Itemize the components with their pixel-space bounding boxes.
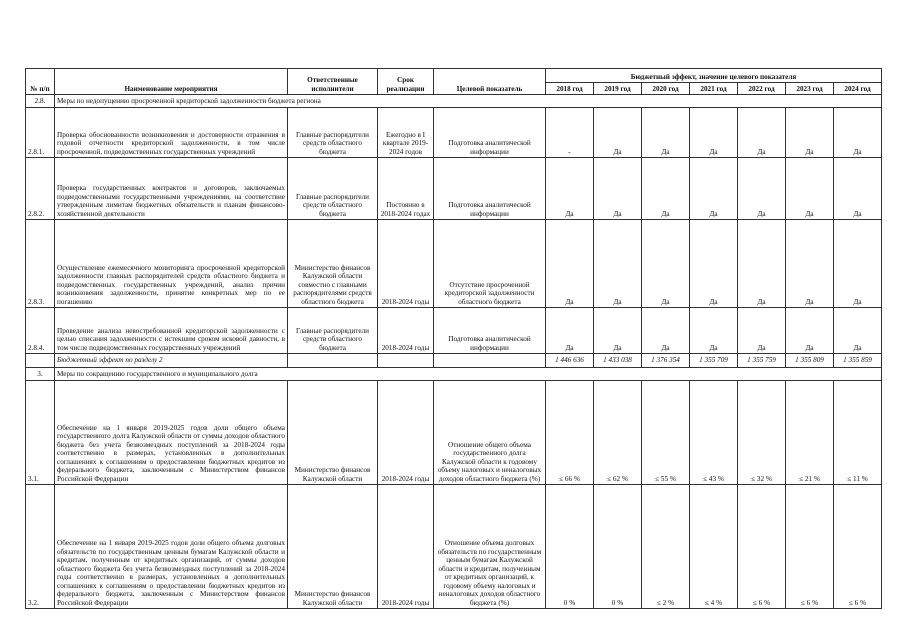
year-value: Да [690, 220, 738, 308]
measure-name: Осуществление ежемесячного мониторинга просроченной кредиторской задолженности главных распорядителей средств областного бюджета и подведомственных государственных учреждений, анализ причин возникновения задолженности, принятие конкретных мер по ее погашению [55, 220, 288, 308]
subtotal-value: 1 355 709 [690, 354, 738, 368]
year-value: ≤ 43 % [690, 381, 738, 485]
section-title: Меры по сокращению государственного и муниципального долга [55, 368, 882, 381]
responsible-executor: Главные распорядители средств областного бюджета [288, 108, 378, 158]
header-no: № п/п [26, 69, 55, 95]
year-value: 0 % [594, 485, 642, 609]
header-year: 2024 год [834, 83, 882, 95]
subtotal-value: 1 355 809 [786, 354, 834, 368]
measure-name: Проверка государственных контрактов и договоров, заключаемых подведомственными государственными учреждениями, на соответствие утвержденным лимитам бюджетных обязательств и планам финансово-хозяйственной деятельности [55, 158, 288, 220]
implementation-term: Ежегодно в I квартале 2019-2024 годов [378, 108, 434, 158]
year-value: ≤ 66 % [546, 381, 594, 485]
target-indicator: Отношение объема долговых обязательств по государственным ценным бумагам Калужской области и кредитам, полученным от кредитных организаций, к годовому объему налоговых и неналоговых доходов областного бюджета (%) [434, 485, 546, 609]
year-value: Да [594, 158, 642, 220]
year-value: Да [594, 308, 642, 354]
implementation-term: 2018-2024 годы [378, 485, 434, 609]
row-number: 2.8.4. [26, 308, 55, 354]
subtotal-label: Бюджетный эффект по разделу 2 [55, 354, 288, 368]
header-row-top [26, 69, 882, 83]
year-value: Да [642, 108, 690, 158]
implementation-term: 2018-2024 годы [378, 220, 434, 308]
responsible-executor: Главные распорядители средств областного бюджета [288, 308, 378, 354]
year-value: Да [738, 158, 786, 220]
responsible-executor: Министерство финансов Калужской области [288, 381, 378, 485]
header-year: 2022 год [738, 83, 786, 95]
header-term: Срок реализации [378, 69, 434, 95]
year-value: ≤ 32 % [738, 381, 786, 485]
section-number: 3. [26, 368, 55, 381]
year-value: ≤ 4 % [690, 485, 738, 609]
measure-name: Проведение анализа невостребованной кредиторской задолженности с целью списания задолженности с истекшим сроком исковой давности, в том числе подведомственных государственных учреждений [55, 308, 288, 354]
implementation-term: Постоянно в 2018-2024 годах [378, 158, 434, 220]
year-value: Да [834, 308, 882, 354]
year-value: ≤ 6 % [786, 485, 834, 609]
row-number: 2.8.1. [26, 108, 55, 158]
year-value: Да [642, 220, 690, 308]
year-value: Да [690, 158, 738, 220]
table-row [26, 485, 882, 609]
year-value: Да [738, 308, 786, 354]
year-value: Да [738, 220, 786, 308]
header-year: 2018 год [546, 83, 594, 95]
year-value: Да [642, 158, 690, 220]
table-row [26, 108, 882, 158]
year-value: Да [594, 220, 642, 308]
subtotal-value: 1 376 354 [642, 354, 690, 368]
table-row [26, 158, 882, 220]
section-row [26, 368, 882, 381]
year-value: Да [834, 220, 882, 308]
year-value: ≤ 55 % [642, 381, 690, 485]
subtotal-blank [434, 354, 546, 368]
year-value: ≤ 2 % [642, 485, 690, 609]
year-value: Да [786, 308, 834, 354]
measures-table [25, 68, 882, 609]
year-value: Да [786, 220, 834, 308]
subtotal-blank [26, 354, 55, 368]
subtotal-value: 1 355 759 [738, 354, 786, 368]
year-value: Да [642, 308, 690, 354]
year-value: Да [690, 308, 738, 354]
year-value: Да [786, 158, 834, 220]
year-value: Да [546, 158, 594, 220]
year-value: Да [546, 220, 594, 308]
year-value: ≤ 11 % [834, 381, 882, 485]
measure-name: Обеспечение на 1 января 2019-2025 годов доли общего объема государственного долга Калужской области от суммы доходов областного бюджета без учета безвозмездных поступлений за 2018-2024 годы соответственно в размерах, установленных в дополнительных соглашениях к соглашениям о предоставлении бюджетных кредитов из федерального бюджета, заключенным с Министерством финансов Российской Федерации [55, 381, 288, 485]
header-responsible: Ответственные исполнители [288, 69, 378, 95]
section-number: 2.8. [26, 95, 55, 108]
year-value: 0 % [546, 485, 594, 609]
year-value: Да [834, 158, 882, 220]
year-value: Да [738, 108, 786, 158]
implementation-term: 2018-2024 годы [378, 308, 434, 354]
measure-name: Проверка обоснованности возникновения и достоверности отражения в годовой отчетности кредиторской задолженности, в том числе просроченной, подведомственных государственных учреждений [55, 108, 288, 158]
subtotal-row [26, 354, 882, 368]
year-value: - [546, 108, 594, 158]
target-indicator: Подготовка аналитической информации [434, 158, 546, 220]
target-indicator: Подготовка аналитической информации [434, 308, 546, 354]
row-number: 2.8.2. [26, 158, 55, 220]
responsible-executor: Министерство финансов Калужской области совместно с главными распорядителями средств областного бюджета [288, 220, 378, 308]
implementation-term: 2018-2024 годы [378, 381, 434, 485]
year-value: Да [594, 108, 642, 158]
target-indicator: Отношение общего объема государственного долга Калужской области к годовому объему налоговых и неналоговых доходов областного бюджета (%) [434, 381, 546, 485]
header-year: 2020 год [642, 83, 690, 95]
table-row [26, 220, 882, 308]
year-value: Да [546, 308, 594, 354]
subtotal-value: 1 433 038 [594, 354, 642, 368]
header-budget-effect: Бюджетный эффект, значение целевого показателя [546, 69, 882, 83]
row-number: 3.1. [26, 381, 55, 485]
year-value: ≤ 6 % [834, 485, 882, 609]
year-value: ≤ 21 % [786, 381, 834, 485]
row-number: 2.8.3. [26, 220, 55, 308]
year-value: Да [690, 108, 738, 158]
header-year: 2021 год [690, 83, 738, 95]
measure-name: Обеспечение на 1 января 2019-2025 годов доли общего объема долговых обязательств по государственным ценным бумагам Калужской области и кредитам, полученным от кредитных организаций, от суммы доходов областного бюджета без учета безвозмездных поступлений за 2018-2024 годы соответственно в размерах, установленных в дополнительных соглашениях к соглашениям о предоставлении бюджетных кредитов из федерального бюджета, заключенным с Министерством финансов Российской Федерации [55, 485, 288, 609]
table-row [26, 308, 882, 354]
header-name: Наименование мероприятия [55, 69, 288, 95]
target-indicator: Подготовка аналитической информации [434, 108, 546, 158]
header-year: 2019 год [594, 83, 642, 95]
year-value: ≤ 6 % [738, 485, 786, 609]
header-year: 2023 год [786, 83, 834, 95]
responsible-executor: Министерство финансов Калужской области [288, 485, 378, 609]
year-value: ≤ 62 % [594, 381, 642, 485]
section-title: Меры по недопущению просроченной кредиторской задолженности бюджета региона [55, 95, 882, 108]
row-number: 3.2. [26, 485, 55, 609]
table-row [26, 381, 882, 485]
year-value: Да [786, 108, 834, 158]
header-target: Целевой показатель [434, 69, 546, 95]
subtotal-value: 1 446 636 [546, 354, 594, 368]
section-row [26, 95, 882, 108]
subtotal-blank [378, 354, 434, 368]
subtotal-value: 1 355 859 [834, 354, 882, 368]
target-indicator: Отсутствие просроченной кредиторской задолженности областного бюджета [434, 220, 546, 308]
year-value: Да [834, 108, 882, 158]
subtotal-blank [288, 354, 378, 368]
responsible-executor: Главные распорядители средств областного бюджета [288, 158, 378, 220]
